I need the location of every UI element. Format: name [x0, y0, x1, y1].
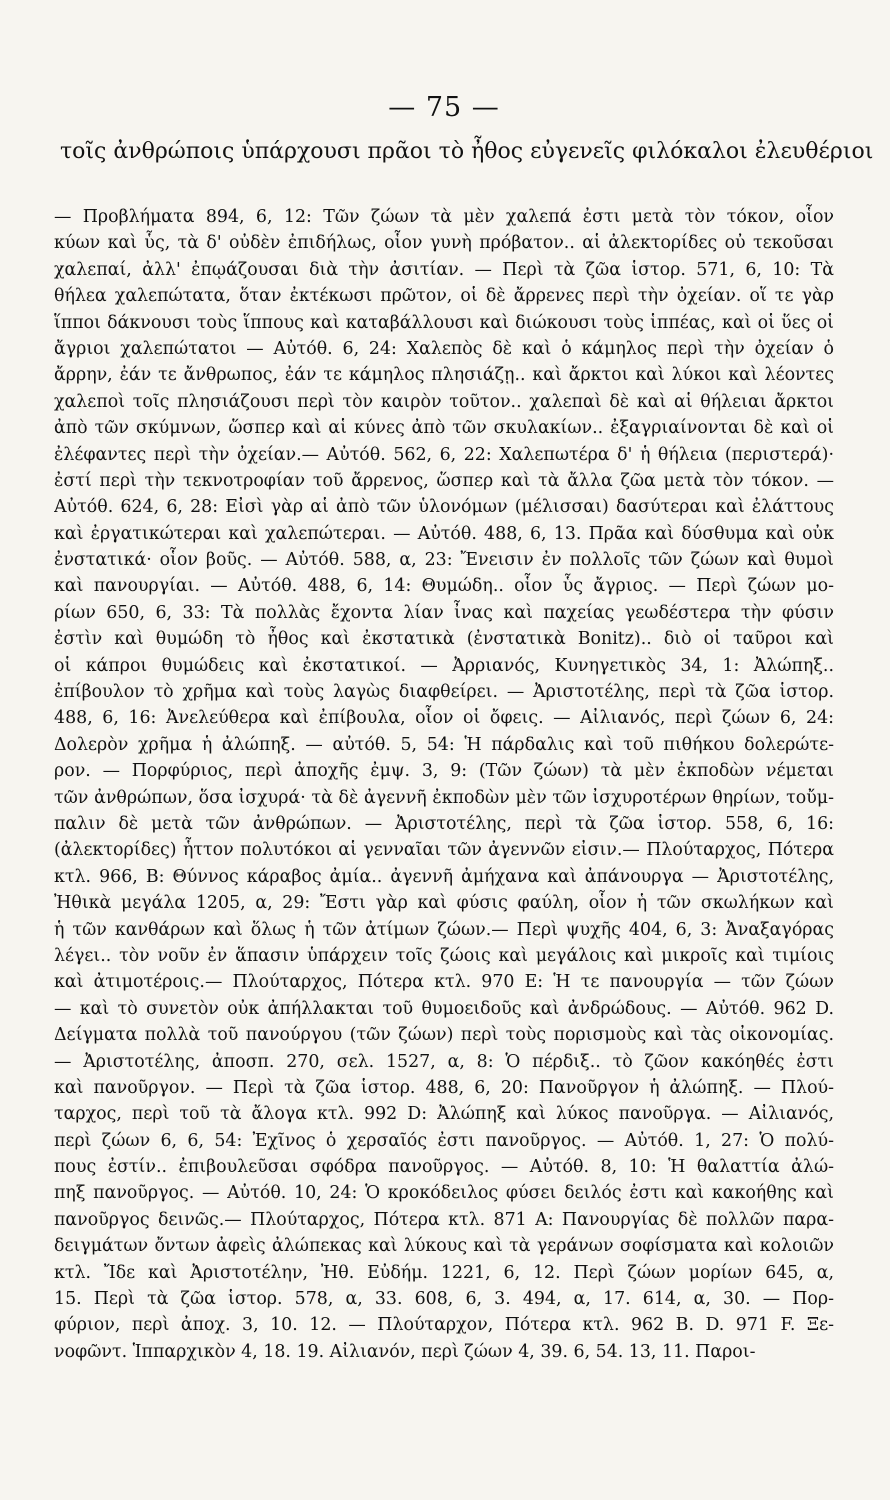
text-line: κύων καὶ ὗς, τὰ δ' οὐδὲν ἐπιδήλως, οἷον γυνὴ πρόβατον.. αἱ ἀλεκτορίδες οὐ τεκοῦσαι [54, 233, 834, 254]
text-line: ρίων 650, 6, 33: Τὰ πολλὰς ἔχοντα λίαν ἶνας καὶ παχείας γεωδέστερα τὴν φύσιν [54, 602, 834, 623]
text-line: ἐνστατικά· οἷον βοῦς. — Αὐτόθ. 588, α, 23: Ἔνεισιν ἐν πολλοῖς τῶν ζώων καὶ θυμοὶ [54, 550, 834, 571]
text-line: Δολερὸν χρῆμα ἡ ἀλώπηξ. — αὐτόθ. 5, 54: Ἡ πάρδαλις καὶ τοῦ πιθήκου δολερώτε- [54, 734, 834, 755]
text-line: οἱ κάπροι θυμώδεις καὶ ἐκστατικοί. — Ἀρριανός, Κυνηγετικὸς 34, 1: Ἀλώπηξ.. [54, 655, 834, 676]
page-number: — 75 — [388, 92, 500, 123]
text-line: χαλεποὶ τοῖς πλησιάζουσι περὶ τὸν καιρὸν τοῦτον.. χαλεπαὶ δὲ καὶ αἱ θήλειαι ἄρκτοι [54, 391, 834, 412]
text-line: θήλεα χαλεπώτατα, ὅταν ἐκτέκωσι πρῶτον, οἱ δὲ ἄρρενες περὶ τὴν ὀχείαν. οἵ τε γὰρ [54, 286, 834, 307]
text-line: ἄγριοι χαλεπώτατοι — Αὐτόθ. 6, 24: Χαλεπὸς δὲ καὶ ὁ κάμηλος περὶ τὴν ὀχείαν ὁ [54, 338, 834, 359]
text-line: τῶν ἀνθρώπων, ὅσα ἰσχυρά· τὰ δὲ ἀγεννῆ ἐκποδὼν μὲν τῶν ἰσχυροτέρων θηρίων, τοὔμ- [54, 787, 834, 808]
text-line: Αὐτόθ. 624, 6, 28: Εἰσὶ γὰρ αἱ ἀπὸ τῶν ὑλονόμων (μέλισσαι) δασύτεραι καὶ ἐλάττους [54, 497, 834, 518]
text-line: (ἀλεκτορίδες) ἧττον πολυτόκοι αἱ γενναῖαι τῶν ἀγεννῶν εἰσιν.— Πλούταρχος, Πότερα [54, 840, 834, 861]
text-line: χαλεπαί, ἀλλ' ἐπῳάζουσαι διὰ τὴν ἀσιτίαν. — Περὶ τὰ ζῶα ἱστορ. 571, 6, 10: Τὰ [54, 259, 834, 280]
text-line: ρον. — Πορφύριος, περὶ ἀποχῆς ἐμψ. 3, 9: (Τῶν ζώων) τὰ μὲν ἐκποδὼν νέμεται [54, 761, 834, 782]
text-line: ἵπποι δάκνουσι τοὺς ἵππους καὶ καταβάλλουσι καὶ διώκουσι τοὺς ἱππέας, καὶ οἱ ὕες οἱ [54, 312, 834, 333]
text-line: πους ἐστίν.. ἐπιβουλεῦσαι σφόδρα πανοῦργος. — Αὐτόθ. 8, 10: Ἡ θαλαττία ἀλώ- [54, 1157, 834, 1178]
text-line: — Προβλήματα 894, 6, 12: Τῶν ζώων τὰ μὲν χαλεπά ἐστι μετὰ τὸν τόκον, οἷον [54, 207, 834, 227]
heading-line: τοῖς ἀνθρώποις ὑπάρχουσι πρᾶοι τὸ ἦθος εὐγενεῖς φιλόκαλοι ἐλευθέριοι [60, 139, 874, 164]
text-line: κτλ. Ἴδε καὶ Ἀριστοτέλην, Ἠθ. Εὐδήμ. 1221, 6, 12. Περὶ ζώων μορίων 645, α, [54, 1262, 834, 1283]
text-line: κτλ. 966, Β: Θύννος κάραβος ἀμία.. ἀγεννῆ ἀμήχανα καὶ ἀπάνουργα — Ἀριστοτέλης, [54, 866, 834, 887]
text-line: ἐπίβουλον τὸ χρῆμα καὶ τοὺς λαγὼς διαφθείρει. — Ἀριστοτέλης, περὶ τὰ ζῶα ἱστορ. [54, 682, 834, 703]
text-line: — Ἀριστοτέλης, ἀποσπ. 270, σελ. 1527, α, 8: Ὁ πέρδιξ.. τὸ ζῶον κακόηθές ἐστι [54, 1051, 834, 1072]
text-line: ἐλέφαντες περὶ τὴν ὀχείαν.— Αὐτόθ. 562, 6, 22: Χαλεπωτέρα δ' ἡ θήλεια (περιστερά)· [54, 444, 834, 465]
text-line: λέγει.. τὸν νοῦν ἐν ἅπασιν ὑπάρχειν τοῖς ζώοις καὶ μεγάλοις καὶ μικροῖς καὶ τιμίοις [54, 945, 834, 966]
text-line: Δείγματα πολλὰ τοῦ πανούργου (τῶν ζώων) περὶ τοὺς πορισμοὺς καὶ τὰς οἰκονομίας. [54, 1025, 834, 1046]
text-line: ἀπὸ τῶν σκύμνων, ὥσπερ καὶ αἱ κύνες ἀπὸ τῶν σκυλακίων.. ἐξαγριαίνονται δὲ καὶ οἱ [54, 418, 834, 439]
text-line: δειγμάτων ὄντων ἀφεὶς ἀλώπεκας καὶ λύκους καὶ τὰ γεράνων σοφίσματα καὶ κολοιῶν [54, 1236, 834, 1257]
text-line: ταρχος, περὶ τοῦ τὰ ἄλογα κτλ. 992 D: Ἀλώπηξ καὶ λύκος πανοῦργα. — Αἰλιανός, [54, 1104, 834, 1125]
text-line: πανοῦργος δεινῶς.— Πλούταρχος, Πότερα κτλ. 871 Α: Πανουργίας δὲ πολλῶν παρα- [54, 1209, 834, 1230]
text-line: περὶ ζώων 6, 6, 54: Ἐχῖνος ὁ χερσαῖός ἐστι πανοῦργος. — Αὐτόθ. 1, 27: Ὁ πολύ- [54, 1130, 834, 1151]
text-line: νοφῶντ. Ἱππαρχικὸν 4, 18. 19. Αἰλιανόν, περὶ ζώων 4, 39. 6, 54. 13, 11. Παροι- [54, 1341, 756, 1362]
text-line: ἐστί περὶ τὴν τεκνοτροφίαν τοῦ ἄρρενος, ὥσπερ καὶ τὰ ἄλλα ζῶα μετὰ τὸν τόκον. — [54, 470, 834, 491]
body-text [54, 204, 834, 1365]
text-line: — καὶ τὸ συνετὸν οὐκ ἀπήλλακται τοῦ θυμοειδοῦς καὶ ἀνδρώδους. — Αὐτόθ. 962 D. [54, 998, 834, 1019]
text-line: παλιν δὲ μετὰ τῶν ἀνθρώπων. — Ἀριστοτέλης, περὶ τὰ ζῶα ἱστορ. 558, 6, 16: [54, 813, 834, 834]
text-line: ἡ τῶν κανθάρων καὶ ὅλως ἡ τῶν ἀτίμων ζώων.— Περὶ ψυχῆς 404, 6, 3: Ἀναξαγόρας [54, 919, 834, 940]
text-line: ἄρρην, ἐάν τε ἄνθρωπος, ἐάν τε κάμηλος πλησιάζῃ.. καὶ ἄρκτοι καὶ λύκοι καὶ λέοντες [54, 365, 834, 386]
text-line: καὶ ἐργατικώτεραι καὶ χαλεπώτεραι. — Αὐτόθ. 488, 6, 13. Πρᾶα καὶ δύσθυμα καὶ οὐκ [54, 523, 834, 544]
text-line: 15. Περὶ τὰ ζῶα ἱστορ. 578, α, 33. 608, 6, 3. 494, α, 17. 614, α, 30. — Πορ- [54, 1289, 834, 1310]
text-line: φύριον, περὶ ἀποχ. 3, 10. 12. — Πλούταρχον, Πότερα κτλ. 962 Β. D. 971 F. Ξε- [54, 1315, 834, 1336]
text-line: Ἠθικὰ μεγάλα 1205, α, 29: Ἔστι γὰρ καὶ φύσις φαύλη, οἷον ἡ τῶν σκωλήκων καὶ [54, 893, 834, 914]
text-line: πηξ πανοῦργος. — Αὐτόθ. 10, 24: Ὁ κροκόδειλος φύσει δειλός ἐστι καὶ κακοήθης καὶ [54, 1183, 834, 1204]
text-line: 488, 6, 16: Ἀνελεύθερα καὶ ἐπίβουλα, οἷον οἱ ὄφεις. — Αἰλιανός, περὶ ζώων 6, 24: [54, 708, 834, 729]
text-line: καὶ ἀτιμοτέροις.— Πλούταρχος, Πότερα κτλ. 970 Ε: Ἡ τε πανουργία — τῶν ζώων [54, 972, 834, 993]
text-line: καὶ πανουργίαι. — Αὐτόθ. 488, 6, 14: Θυμώδη.. οἷον ὗς ἄγριος. — Περὶ ζώων μο- [54, 576, 834, 597]
text-line: ἐστὶν καὶ θυμώδη τὸ ἦθος καὶ ἐκστατικὰ (ἐνστατικὰ Bonitz).. διὸ οἱ ταῦροι καὶ [54, 629, 834, 650]
text-line: καὶ πανοῦργον. — Περὶ τὰ ζῶα ἱστορ. 488, 6, 20: Πανοῦργον ἡ ἀλώπηξ. — Πλού- [54, 1077, 834, 1098]
